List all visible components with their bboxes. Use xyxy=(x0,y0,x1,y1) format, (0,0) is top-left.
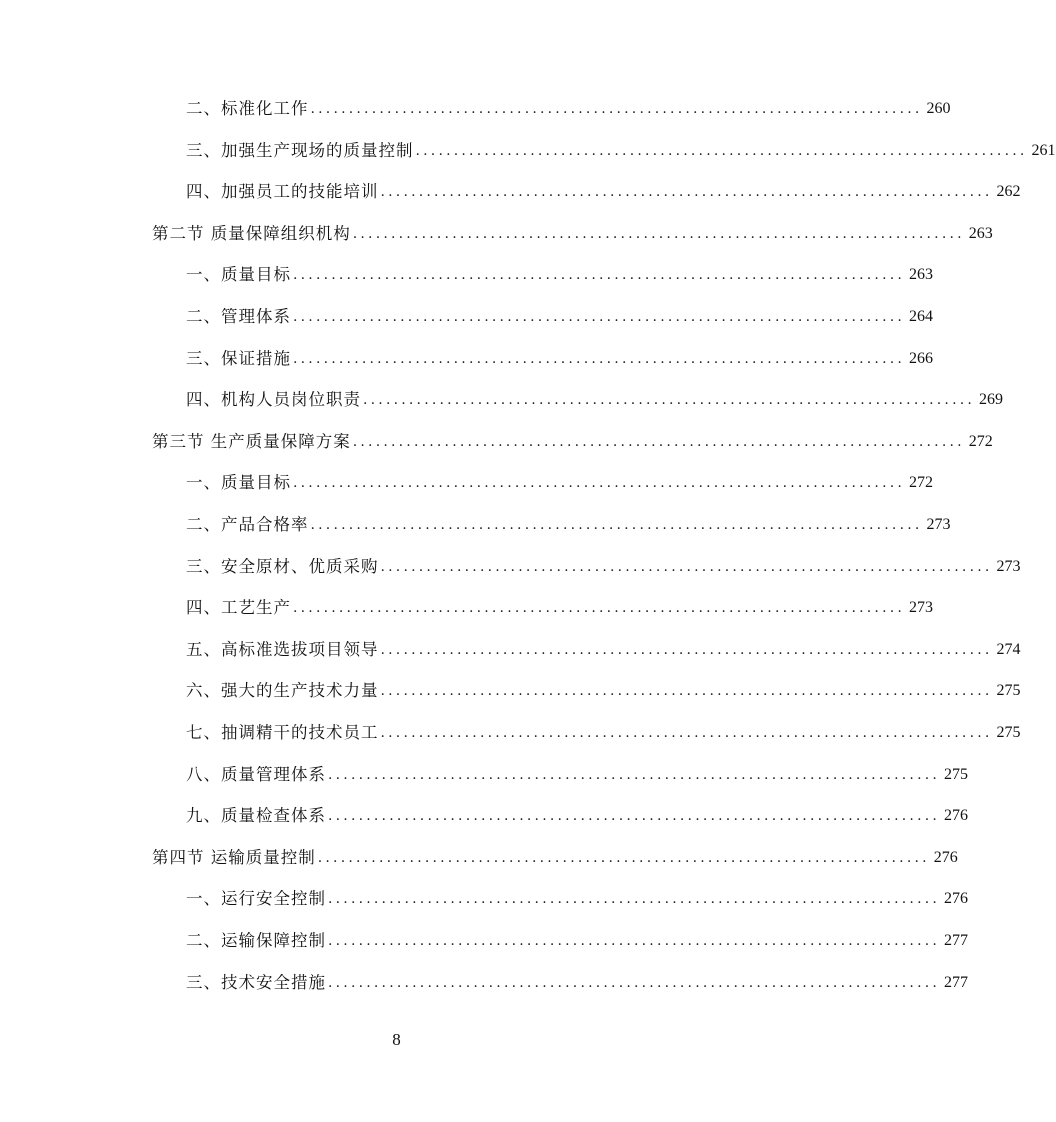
toc-entry-page: 277 xyxy=(944,973,969,991)
toc-entry-page: 262 xyxy=(996,183,1021,201)
toc-item-entry[interactable] xyxy=(0,886,969,912)
toc-item-entry[interactable] xyxy=(0,512,951,538)
toc-entry-label: 八、质量管理体系 xyxy=(186,764,326,784)
toc-leader-dots: ................................................................................ xyxy=(293,475,906,492)
toc-leader-dots: ................................................................................ xyxy=(328,974,941,991)
toc-leader-dots: ................................................................................ xyxy=(293,600,906,617)
toc-entry-page: 276 xyxy=(933,848,958,866)
toc-item-entry[interactable] xyxy=(0,720,1021,746)
toc-entry-label: 二、运输保障控制 xyxy=(186,931,326,950)
toc-item-entry[interactable] xyxy=(0,762,969,788)
toc-item-entry[interactable] xyxy=(0,637,1021,663)
toc-entry-page: 277 xyxy=(944,932,969,949)
toc-leader-dots: ................................................................................ xyxy=(352,225,965,242)
toc-entry-label: 四、加强员工的技能培训 xyxy=(186,182,379,202)
toc-entry-page: 273 xyxy=(926,516,951,533)
toc-item-entry[interactable] xyxy=(0,803,969,829)
toc-entry-page: 273 xyxy=(996,557,1021,575)
toc-leader-dots: ................................................................................ xyxy=(352,433,965,450)
toc-leader-dots: ................................................................................ xyxy=(380,683,993,700)
toc-entry-page: 276 xyxy=(944,807,969,825)
toc-entry-page: 275 xyxy=(944,765,969,783)
toc-leader-dots: ................................................................................ xyxy=(380,725,993,741)
toc-entry-page: 264 xyxy=(909,308,934,325)
toc-item-entry[interactable] xyxy=(0,304,934,330)
toc-entry-label: 一、质量目标 xyxy=(186,265,291,285)
toc-entry-label: 第三节 生产质量保障方案 xyxy=(152,431,351,451)
toc-item-entry[interactable] xyxy=(0,678,1021,704)
toc-leader-dots: ................................................................................ xyxy=(415,142,1028,159)
toc-entry-label: 九、质量检查体系 xyxy=(186,806,326,826)
toc-entry-label: 三、保证措施 xyxy=(186,348,291,368)
toc-item-entry[interactable] xyxy=(0,387,1004,413)
toc-entry-page: 260 xyxy=(926,100,951,117)
toc-entry-page: 263 xyxy=(909,266,934,284)
toc-entry-label: 四、工艺生产 xyxy=(186,598,291,618)
toc-leader-dots: ................................................................................ xyxy=(310,101,923,117)
toc-entry-page: 276 xyxy=(944,890,969,908)
toc-entry-label: 七、抽调精干的技术员工 xyxy=(186,723,379,742)
toc-entry-page: 266 xyxy=(909,349,934,367)
toc-leader-dots: ................................................................................ xyxy=(328,933,941,949)
toc-item-entry[interactable] xyxy=(0,970,969,996)
toc-leader-dots: ................................................................................ xyxy=(328,808,941,825)
toc-entry-page: 272 xyxy=(909,474,934,492)
toc-entry-label: 六、强大的生产技术力量 xyxy=(186,681,379,701)
toc-entry-page: 263 xyxy=(968,224,993,242)
toc-section-entry[interactable] xyxy=(0,429,993,455)
toc-entry-label: 第四节 运输质量控制 xyxy=(152,847,316,867)
toc-item-entry[interactable] xyxy=(0,262,934,288)
toc-leader-dots: ................................................................................ xyxy=(293,267,906,284)
toc-entry-label: 第二节 质量保障组织机构 xyxy=(152,223,351,243)
toc-leader-dots: ................................................................................ xyxy=(310,517,923,533)
toc-entry-page: 275 xyxy=(996,724,1021,741)
toc-entry-label: 一、质量目标 xyxy=(186,473,291,493)
toc-entry-label: 三、安全原材、优质采购 xyxy=(186,556,379,576)
toc-item-entry[interactable] xyxy=(0,96,951,122)
toc-entry-label: 二、产品合格率 xyxy=(186,515,309,534)
toc-item-entry[interactable] xyxy=(0,138,1056,164)
toc-leader-dots: ................................................................................ xyxy=(380,558,993,575)
toc-item-entry[interactable] xyxy=(0,554,1021,580)
toc-entry-label: 三、加强生产现场的质量控制 xyxy=(186,140,414,160)
toc-leader-dots: ................................................................................ xyxy=(293,309,906,325)
toc-entry-label: 二、管理体系 xyxy=(186,307,291,326)
toc-entry-label: 二、标准化工作 xyxy=(186,99,309,118)
toc-entry-page: 273 xyxy=(909,599,934,617)
toc-leader-dots: ................................................................................ xyxy=(380,641,993,658)
toc-entry-page: 275 xyxy=(996,682,1021,700)
toc-entry-label: 四、机构人员岗位职责 xyxy=(186,390,361,410)
toc-item-entry[interactable] xyxy=(0,346,934,372)
toc-section-entry[interactable] xyxy=(0,221,993,247)
toc-leader-dots: ................................................................................ xyxy=(363,392,976,409)
toc-item-entry[interactable] xyxy=(0,470,934,496)
toc-leader-dots: ................................................................................ xyxy=(328,891,941,908)
toc-entry-label: 一、运行安全控制 xyxy=(186,889,326,909)
toc-leader-dots: ................................................................................ xyxy=(328,766,941,783)
toc-item-entry[interactable] xyxy=(0,928,969,954)
toc-entry-page: 261 xyxy=(1031,141,1056,159)
toc-entry-page: 269 xyxy=(979,391,1004,409)
toc-section-entry[interactable] xyxy=(0,845,958,871)
toc-entry-label: 五、高标准选拔项目领导 xyxy=(186,639,379,659)
toc-entry-page: 272 xyxy=(968,432,993,450)
toc-item-entry[interactable] xyxy=(0,595,934,621)
toc-entry-label: 三、技术安全措施 xyxy=(186,972,326,992)
toc-leader-dots: ................................................................................ xyxy=(380,184,993,201)
page-number: 8 xyxy=(392,1030,401,1049)
toc-leader-dots: ................................................................................ xyxy=(293,350,906,367)
toc-leader-dots: ................................................................................ xyxy=(317,849,930,866)
toc-item-entry[interactable] xyxy=(0,179,1021,205)
toc-entry-page: 274 xyxy=(996,640,1021,658)
